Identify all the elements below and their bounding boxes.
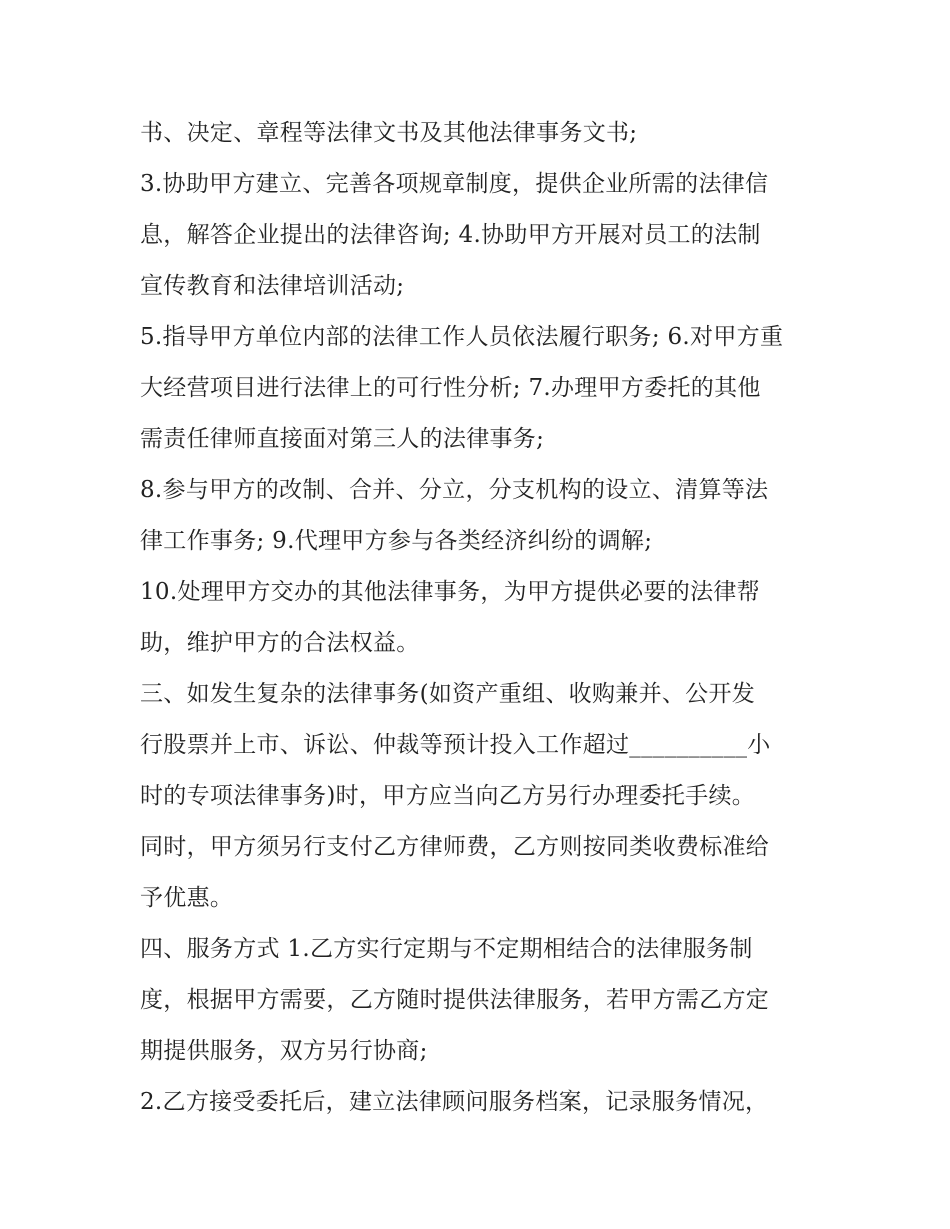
text-line: 需责任律师直接面对第三人的法律事务;	[140, 426, 545, 452]
text-line: 助，维护甲方的合法权益。	[140, 630, 420, 656]
text-line: 度，根据甲方需要，乙方随时提供法律服务，若甲方需乙方定	[140, 987, 770, 1013]
text-line: 大经营项目进行法律上的可行性分析; 7.办理甲方委托的其他	[140, 375, 761, 401]
text-line: 予优惠。	[140, 885, 234, 911]
text-line: 行股票并上市、诉讼、仲裁等预计投入工作超过__________小	[140, 732, 771, 758]
text-line: 8.参与甲方的改制、合并、分立，分支机构的设立、清算等法	[140, 477, 769, 503]
text-line: 律工作事务; 9.代理甲方参与各类经济纠纷的调解;	[140, 528, 653, 554]
text-line: 宣传教育和法律培训活动;	[140, 273, 405, 299]
text-line: 四、服务方式 1.乙方实行定期与不定期相结合的法律服务制	[140, 936, 753, 962]
text-line: 三、如发生复杂的法律事务(如资产重组、收购兼并、公开发	[140, 681, 756, 707]
text-line: 3.协助甲方建立、完善各项规章制度，提供企业所需的法律信	[140, 171, 769, 197]
text-line: 息，解答企业提出的法律咨询; 4.协助甲方开展对员工的法制	[140, 222, 761, 248]
text-line: 5.指导甲方单位内部的法律工作人员依法履行职务; 6.对甲方重	[140, 324, 784, 350]
text-line: 同时，甲方须另行支付乙方律师费，乙方则按同类收费标准给	[140, 834, 770, 860]
text-line: 10.处理甲方交办的其他法律事务，为甲方提供必要的法律帮	[140, 579, 760, 605]
document-body	[140, 108, 820, 1128]
text-line: 书、决定、章程等法律文书及其他法律事务文书;	[140, 120, 638, 146]
text-line: 时的专项法律事务)时，甲方应当向乙方另行办理委托手续。	[140, 783, 756, 809]
text-line: 2.乙方接受委托后，建立法律顾问服务档案，记录服务情况，	[140, 1089, 769, 1115]
text-line: 期提供服务，双方另行协商;	[140, 1038, 428, 1064]
